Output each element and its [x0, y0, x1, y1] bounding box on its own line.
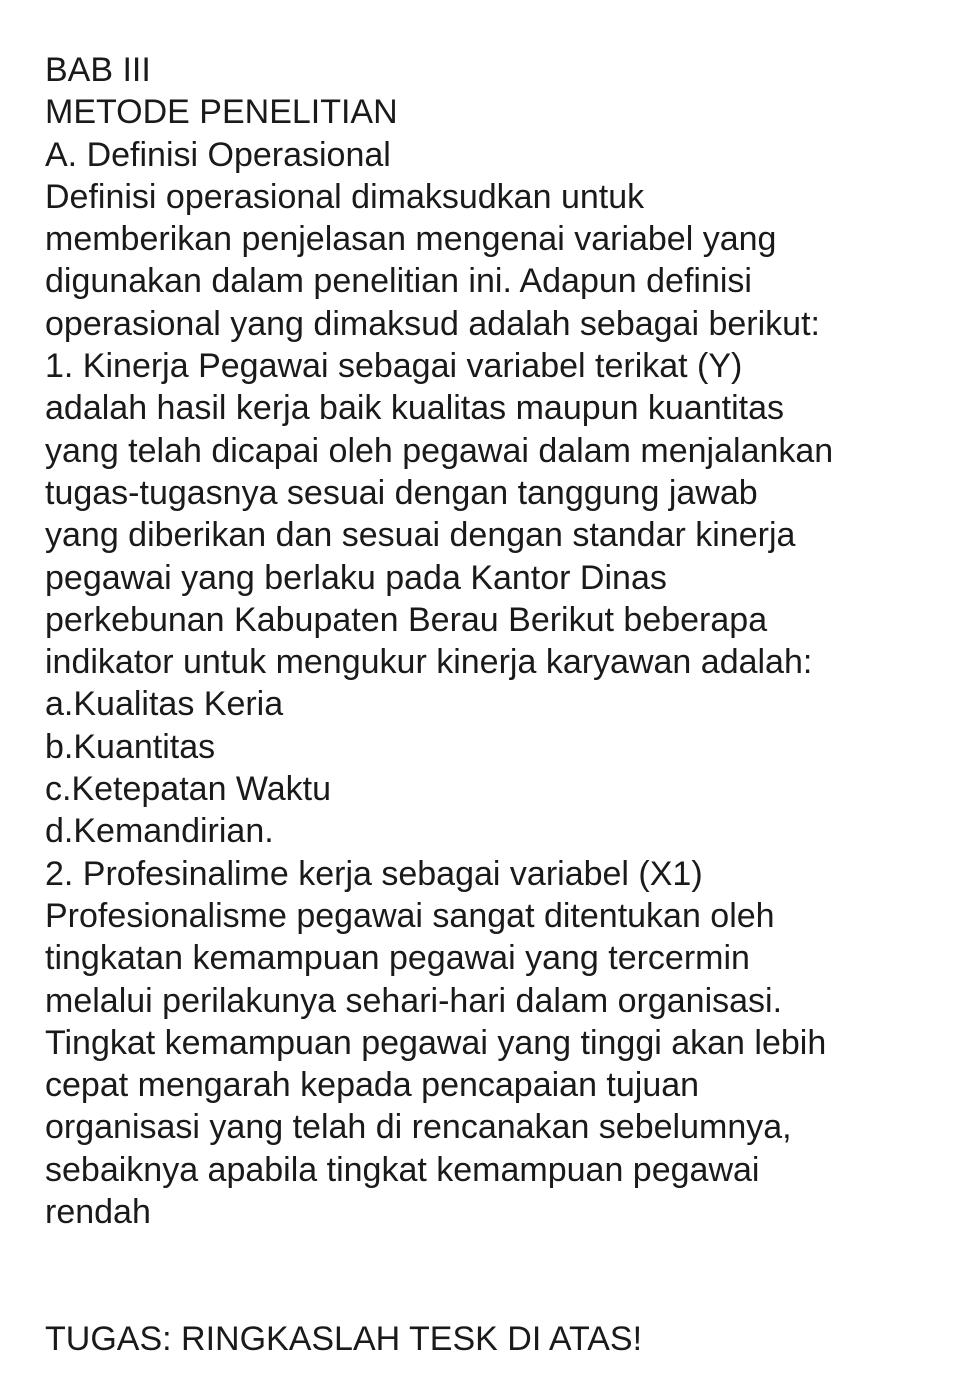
- intro-line: memberikan penjelasan mengenai variabel yang: [45, 220, 777, 259]
- item-1-line: adalah hasil kerja baik kualitas maupun kuantitas: [45, 389, 785, 428]
- item-1-line: pegawai yang berlaku pada Kantor Dinas: [45, 558, 667, 597]
- item-1-line: indikator untuk mengukur kinerja karyawan adalah:: [45, 643, 813, 682]
- item-1-line: yang diberikan dan sesuai dengan standar kinerja: [45, 516, 796, 555]
- indicator-item: c.Ketepatan Waktu: [45, 770, 332, 809]
- item-2-line: organisasi yang telah di rencanakan sebelumnya,: [45, 1108, 792, 1147]
- indicator-item: d.Kemandirian.: [45, 812, 274, 851]
- task-instruction: TUGAS: RINGKASLAH TESK DI ATAS!: [45, 1319, 643, 1358]
- intro-paragraph: [45, 176, 945, 345]
- item-1-line: yang telah dicapai oleh pegawai dalam menjalankan: [45, 431, 834, 470]
- indicator-item: a.Kualitas Keria: [45, 685, 284, 724]
- item-1-line: 1. Kinerja Pegawai sebagai variabel terikat (Y): [45, 347, 743, 386]
- intro-line: operasional yang dimaksud adalah sebagai berikut:: [45, 304, 820, 343]
- item-2-line: sebaiknya apabila tingkat kemampuan pegawai: [45, 1150, 760, 1189]
- item-2-line: 2. Profesinalime kerja sebagai variabel (X1): [45, 854, 703, 893]
- item-2-line: rendah: [45, 1193, 151, 1232]
- item-2-line: Tingkat kemampuan pegawai yang tinggi akan lebih: [45, 1023, 827, 1062]
- chapter-number: BAB III: [45, 51, 151, 89]
- item-2-line: Profesionalisme pegawai sangat ditentukan oleh: [45, 896, 775, 935]
- intro-line: digunakan dalam penelitian ini. Adapun definisi: [45, 262, 752, 301]
- section-title: A. Definisi Operasional: [45, 135, 391, 174]
- document-page: [45, 49, 945, 1360]
- blank-space: [45, 1233, 945, 1318]
- item-2-line: tingkatan kemampuan pegawai yang tercermin: [45, 939, 750, 978]
- item-1-line: perkebunan Kabupaten Berau Berikut beberapa: [45, 600, 768, 639]
- indicator-list: [45, 683, 945, 852]
- indicator-item: b.Kuantitas: [45, 727, 216, 766]
- chapter-title: METODE PENELITIAN: [45, 93, 398, 132]
- item-1-line: tugas-tugasnya sesuai dengan tanggung jawab: [45, 473, 758, 512]
- item-2-line: melalui perilakunya sehari-hari dalam organisasi.: [45, 981, 783, 1020]
- item-2-line: cepat mengarah kepada pencapaian tujuan: [45, 1066, 700, 1105]
- intro-line: Definisi operasional dimaksudkan untuk: [45, 177, 645, 216]
- item-1-paragraph: [45, 345, 945, 683]
- item-2-paragraph: [45, 853, 945, 1234]
